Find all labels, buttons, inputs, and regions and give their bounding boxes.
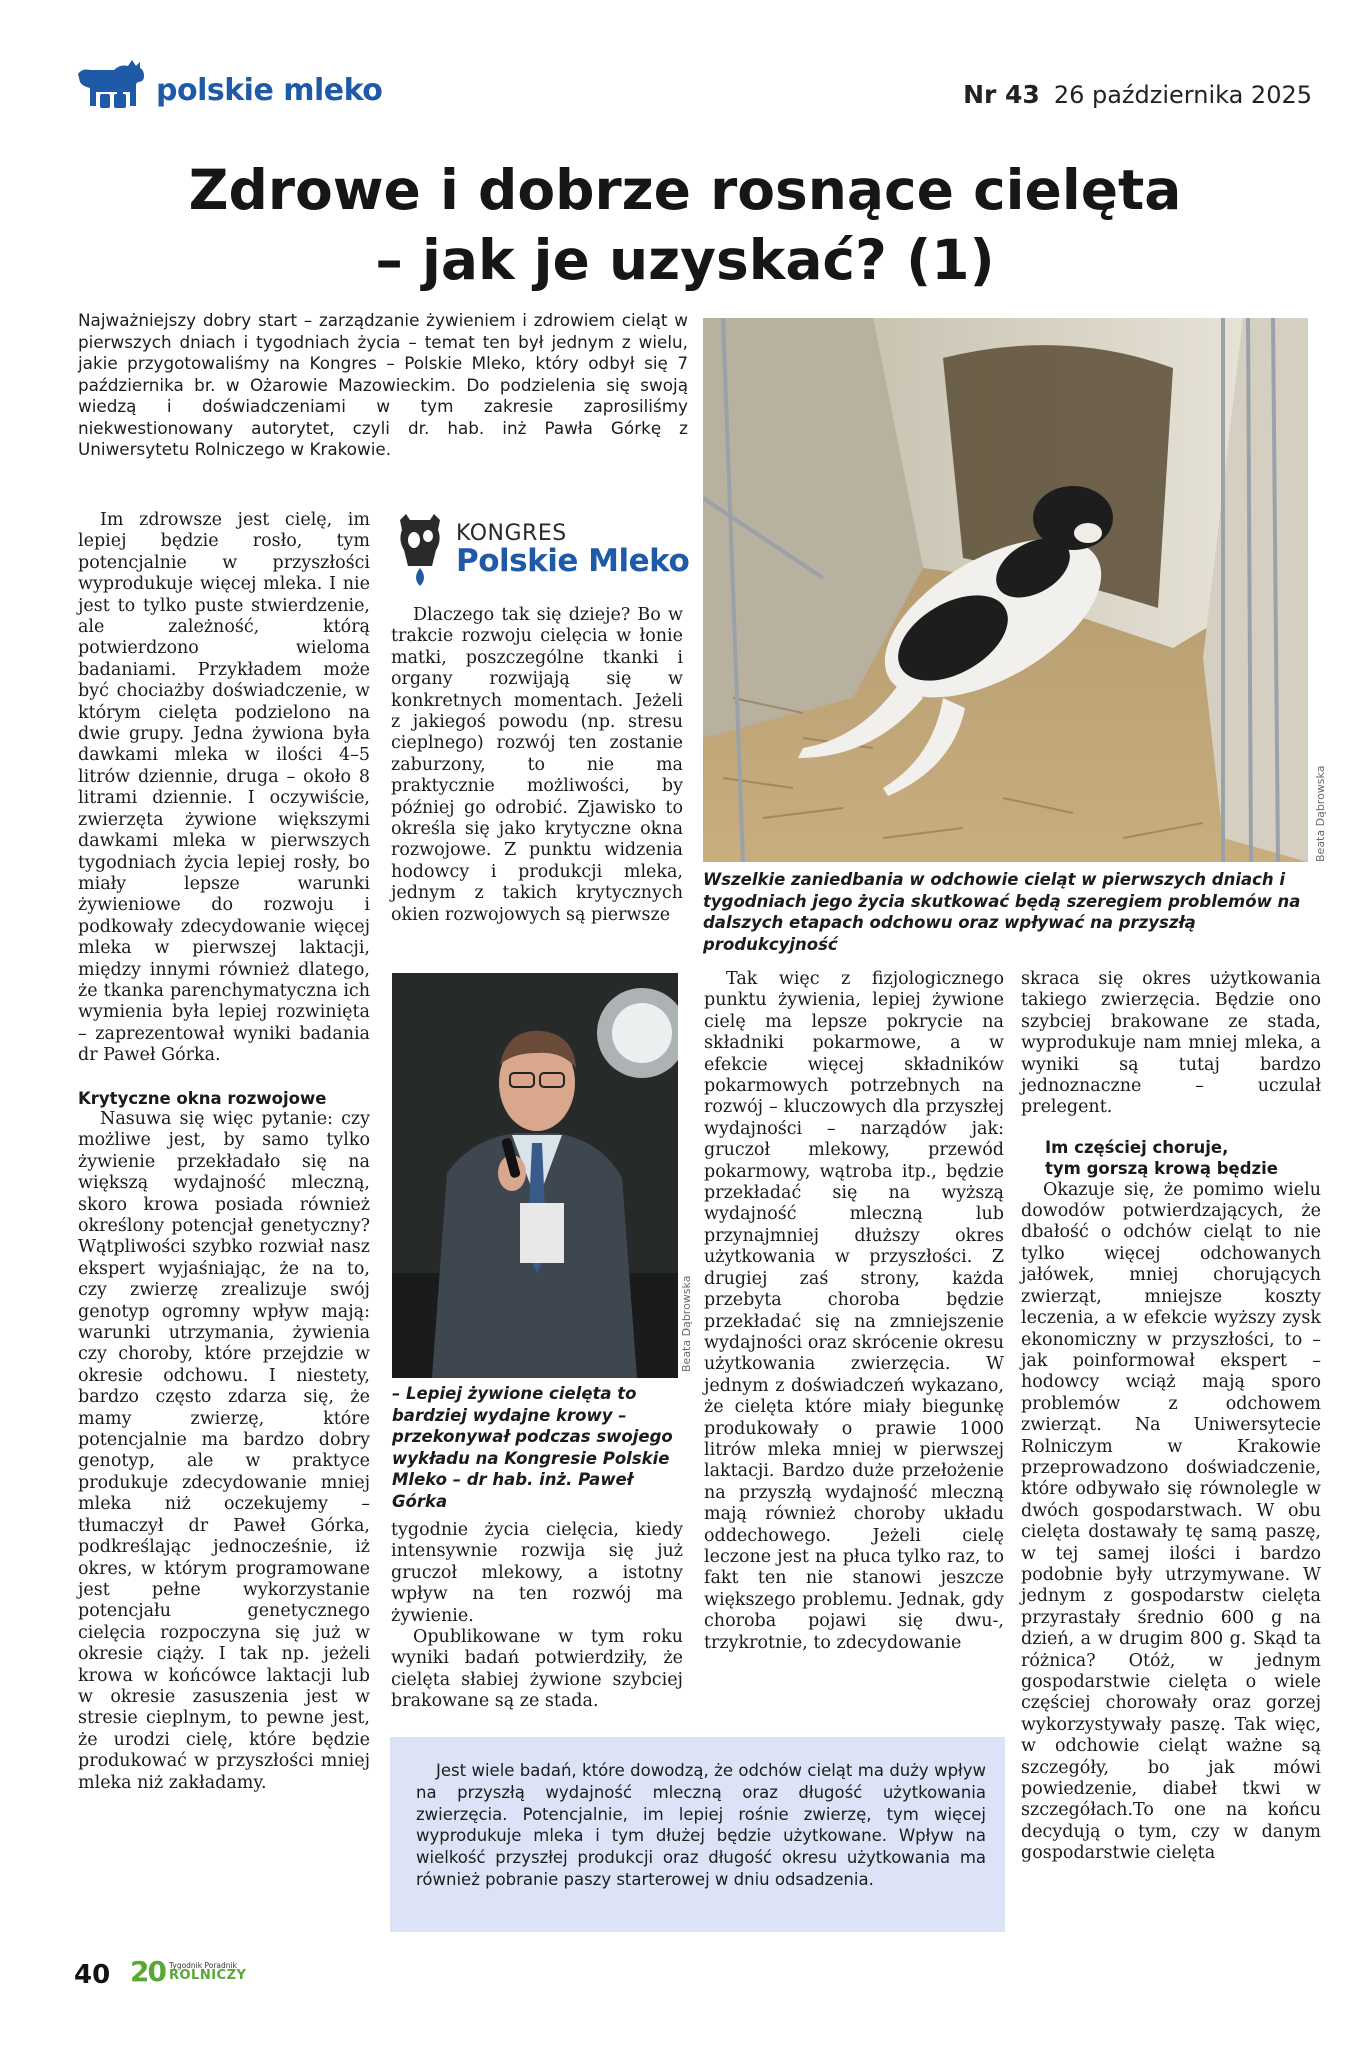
footer-logo-small: Tygodnik Poradnik — [168, 1960, 237, 1970]
article-lead: Najważniejszy dobry start – zarządzanie żywieniem i zdrowiem cieląt w pierwszych dniach i tygodniach życia – temat ten był jednym z wielu, jakie przygotowaliśmy na Kongres – Polskie Mleko, który odbył się 7 października br. w Ożarowie Mazowieckim. Do podzielenia się swoją wiedzą i doświadczeniami w tym zakresie zaprosiliśmy niekwestionowany autorytet, czyli dr. hab. inż Pawła Górkę z Uniwersytetu Rolniczego w Krakowie. — [78, 310, 688, 459]
kongres-logo-text — [456, 522, 689, 578]
column-1-paragraph-1: Im zdrowsze jest cielę, im lepiej będzie rosło, tym potencjalnie w przyszłości wyprodukuje więcej mleka. I nie jest to tylko puste stwierdzenie, ale zależność, którą potwierdzono wieloma badaniami. Przykładem może być chociażby doświadczenie, w którym cielęta podzielono na dwie grupy. Jedna żywiona była dawkami mleka w ilości 4–5 litrów dziennie, druga – około 8 litrami dziennie. I oczywiście, zwierzęta żywione większymi dawkami mleka w pierwszych tygodniach życia lepiej rosły, bo miały lepsze warunki żywieniowe do rozwoju i podkowały zdecydowanie więcej mleka w pierwszej laktacji, między innymi również dlatego, że tkanka parenchymatyczna ich wymienia była lepiej rozwinięta – zaprezentował wyniki badania dr Paweł Górka. — [78, 510, 370, 1066]
footer-publication-logo — [130, 1955, 247, 1988]
article-column-3 — [704, 969, 1004, 1654]
calf-photo-caption: Wszelkie zaniedbania w odchowie cieląt w pierwszych dniach i tygodniach jego życia skutkować będą szeregiem problemów na dalszych etapach odchowu oraz wpływać na przyszłą produkcyjność — [703, 870, 1301, 954]
kongres-logo — [394, 510, 694, 590]
speaker-photo-credit: Beata Dąbrowska — [680, 1275, 693, 1372]
column-2-paragraph-2: tygodnie życia cielęcia, kiedy intensywnie rozwija się już gruczoł mlekowy, a istotny wpływ na ten rozwój ma żywienie. — [391, 1520, 683, 1626]
kongres-cow-icon — [394, 510, 446, 590]
column-3-paragraph-1: Tak więc z fizjologicznego punktu żywienia, lepiej żywione cielę ma lepsze pokrycie na składniki pokarmowe, a w efekcie więcej składników pokarmowych potrzebnych na rozwój – kluczowych dla przyszłej wydajności – narządów jak: gruczoł mlekowy, przewód pokarmowy, wątroba itp., będzie przekładać się na wyższą wydajność mleczną lub przynajmniej dłuższy okres użytkowania w przyszłości. Z drugiej zaś strony, każda przebyta choroba będzie przekładać się na zmniejszenie wydajności oraz skrócenie okresu użytkowania zwierzęcia. W jednym z doświadczeń wykazano, że cielęta które miały biegunkę produkowały o prawie 1000 litrów mleka mniej w pierwszej laktacji. Bardzo duże przełożenie na przyszłą wydajność mleczną mają również choroby układu oddechowego. Jeżeli cielę leczone jest na płuca tylko raz, to fakt ten nie stanowi jeszcze większego problemu. Jednak, gdy choroba pojawi się dwu-, trzykrotnie, to zdecydowanie — [704, 969, 1004, 1653]
brand-header — [74, 50, 382, 110]
calf-photo-credit: Beata Dąbrowska — [1314, 765, 1327, 862]
issue-number: Nr 43 — [963, 80, 1040, 109]
title-line-2: – jak je uzyskać? (1) — [375, 228, 995, 292]
article-column-1 — [78, 510, 370, 1794]
article-title — [180, 155, 1190, 295]
calf-photo — [703, 318, 1308, 862]
article-column-4 — [1021, 969, 1321, 1865]
article-column-2-top — [391, 605, 683, 926]
cow-logo-icon — [74, 54, 148, 110]
highlight-text: Jest wiele badań, które dowodzą, że odchów cieląt ma duży wpływ na przyszłą wydajność mleczną oraz długość użytkowania zwierzęcia. Potencjalnie, im lepiej rośnie zwierzę, tym więcej wyprodukuje mleka i tym dłużej będzie użytkowane. Wpływ na wielkość przyszłej produkcji oraz długość okresu użytkowania ma również pobranie paszy starterowej w dniu odsadzenia. — [416, 1761, 986, 1889]
article-column-2-bottom — [391, 1520, 683, 1713]
footer-logo-number: 20 — [130, 1955, 165, 1988]
brand-name: polskie mleko — [156, 73, 383, 108]
speaker-photo-image — [392, 973, 678, 1378]
speaker-photo — [392, 973, 678, 1378]
column-2-paragraph-1: Dlaczego tak się dzieje? Bo w trakcie rozwoju cielęcia w łonie matki, poszczególne tkanki i organy rozwijają się w konkretnych momentach. Jeżeli z jakiegoś powodu (np. stresu cieplnego) rozwój ten zostanie zaburzony, to nie ma praktycznie możliwości, by później go odrobić. Zjawisko to określa się jako krytyczne okna rozwojowe. Z punktu widzenia hodowcy i produkcji mleka, jednym z takich krytycznych okien rozwojowych są pierwsze — [391, 605, 683, 925]
section-heading-sickness-line-1: Im częściej choruje, — [1045, 1137, 1229, 1157]
speaker-photo-caption: – Lepiej żywione cielęta to bardziej wydajne krowy – przekonywał podczas swojego wykładu na Kongresie Polskie Mleko – dr hab. inż. Paweł Górka — [392, 1384, 673, 1511]
title-line-1: Zdrowe i dobrze rosnące cielęta — [188, 158, 1182, 222]
footer-logo-wordmark — [169, 1962, 246, 1983]
issue-info — [963, 80, 1312, 109]
column-4-paragraph-1: skraca się okres użytkowania takiego zwierzęcia. Będzie ono szybciej brakowane ze stada, wyprodukuje nam mniej mleka, a wyniki są tutaj bardzo jednoznaczne – uczulał prelegent. — [1021, 969, 1321, 1118]
kongres-logo-top: KONGRES — [456, 521, 567, 547]
calf-photo-image — [703, 318, 1308, 862]
column-1-paragraph-2: Nasuwa się więc pytanie: czy możliwe jest, by samo tylko żywienie przekładało się na większą wydajność mleczną, skoro krowa posiada również określony potencjał genetyczny? Wątpliwości szybko rozwiał nasz ekspert wyjaśniając, że na to, czy zwierzę zrealizuje swój genotyp ogromny wpływ mają: warunki utrzymania, żywienia czy choroby, które przejdzie w okresie odchowu. I niestety, bardzo często zdarza się, że mamy zwierzę, które potencjalnie ma bardzo dobry genotyp, ale w praktyce produkuje zdecydowanie mniej mleka niż oczekujemy – tłumaczył dr Paweł Górka, podkreślając jednocześnie, iż okres, w którym programowane jest pełne wykorzystanie potencjału genetycznego cielęcia rozpoczyna się już w okresie ciąży. I tak np. jeżeli krowa w końcówce laktacji lub w okresie zasuszenia jest w stresie cieplnym, to pewne jest, że urodzi cielę, które będzie produkować w przyszłości mniej mleka niż zakładamy. — [78, 1108, 370, 1793]
column-4-paragraph-2: Okazuje się, że pomimo wielu dowodów potwierdzających, że dbałość o odchów cieląt to nie tylko więcej odchowanych jałówek, mniej chorujących zwierząt, mniejsze koszty leczenia, a w efekcie wyższy zysk ekonomiczny w przyszłości, to – jak poinformował ekspert – hodowcy wciąż mają sporo problemów z odchowem zwierząt. Na Uniwersytecie Rolniczym w Krakowie przeprowadzono doświadczenie, które odbywało się równolegle w dwóch gospodarstwach. W obu cielęta dostawały tę samą paszę, w tej samej ilości i bardzo podobnie były utrzymywane. W jednym z gospodarstw cielęta przyrastały średnio 600 g na dzień, a w drugim 800 g. Skąd ta różnica? Otóż, w jednym gospodarstwie cielęta o wiele częściej chorowały oraz gorzej wykorzystywały paszę. Tak więc, w odchowie cieląt ważne są szczegóły, bo jak mówi powiedzenie, diabeł tkwi w szczegółach.To one na końcu decydują o tym, czy w danym gospodarstwie cielęta — [1021, 1179, 1321, 1864]
section-heading-sickness — [1045, 1137, 1321, 1180]
section-heading-critical-windows: Krytyczne okna rozwojowe — [78, 1088, 327, 1108]
kongres-logo-bottom: Polskie Mleko — [456, 543, 690, 580]
column-2-paragraph-3: Opublikowane w tym roku wyniki badań potwierdziły, że cielęta słabiej żywione szybciej brakowane są ze stada. — [391, 1627, 683, 1712]
issue-date: 26 października 2025 — [1053, 81, 1312, 109]
page-number: 40 — [74, 1960, 111, 1990]
section-heading-sickness-line-2: tym gorszą krową będzie — [1045, 1159, 1278, 1179]
footer-logo-big: ROLNICZY — [168, 1968, 247, 1984]
